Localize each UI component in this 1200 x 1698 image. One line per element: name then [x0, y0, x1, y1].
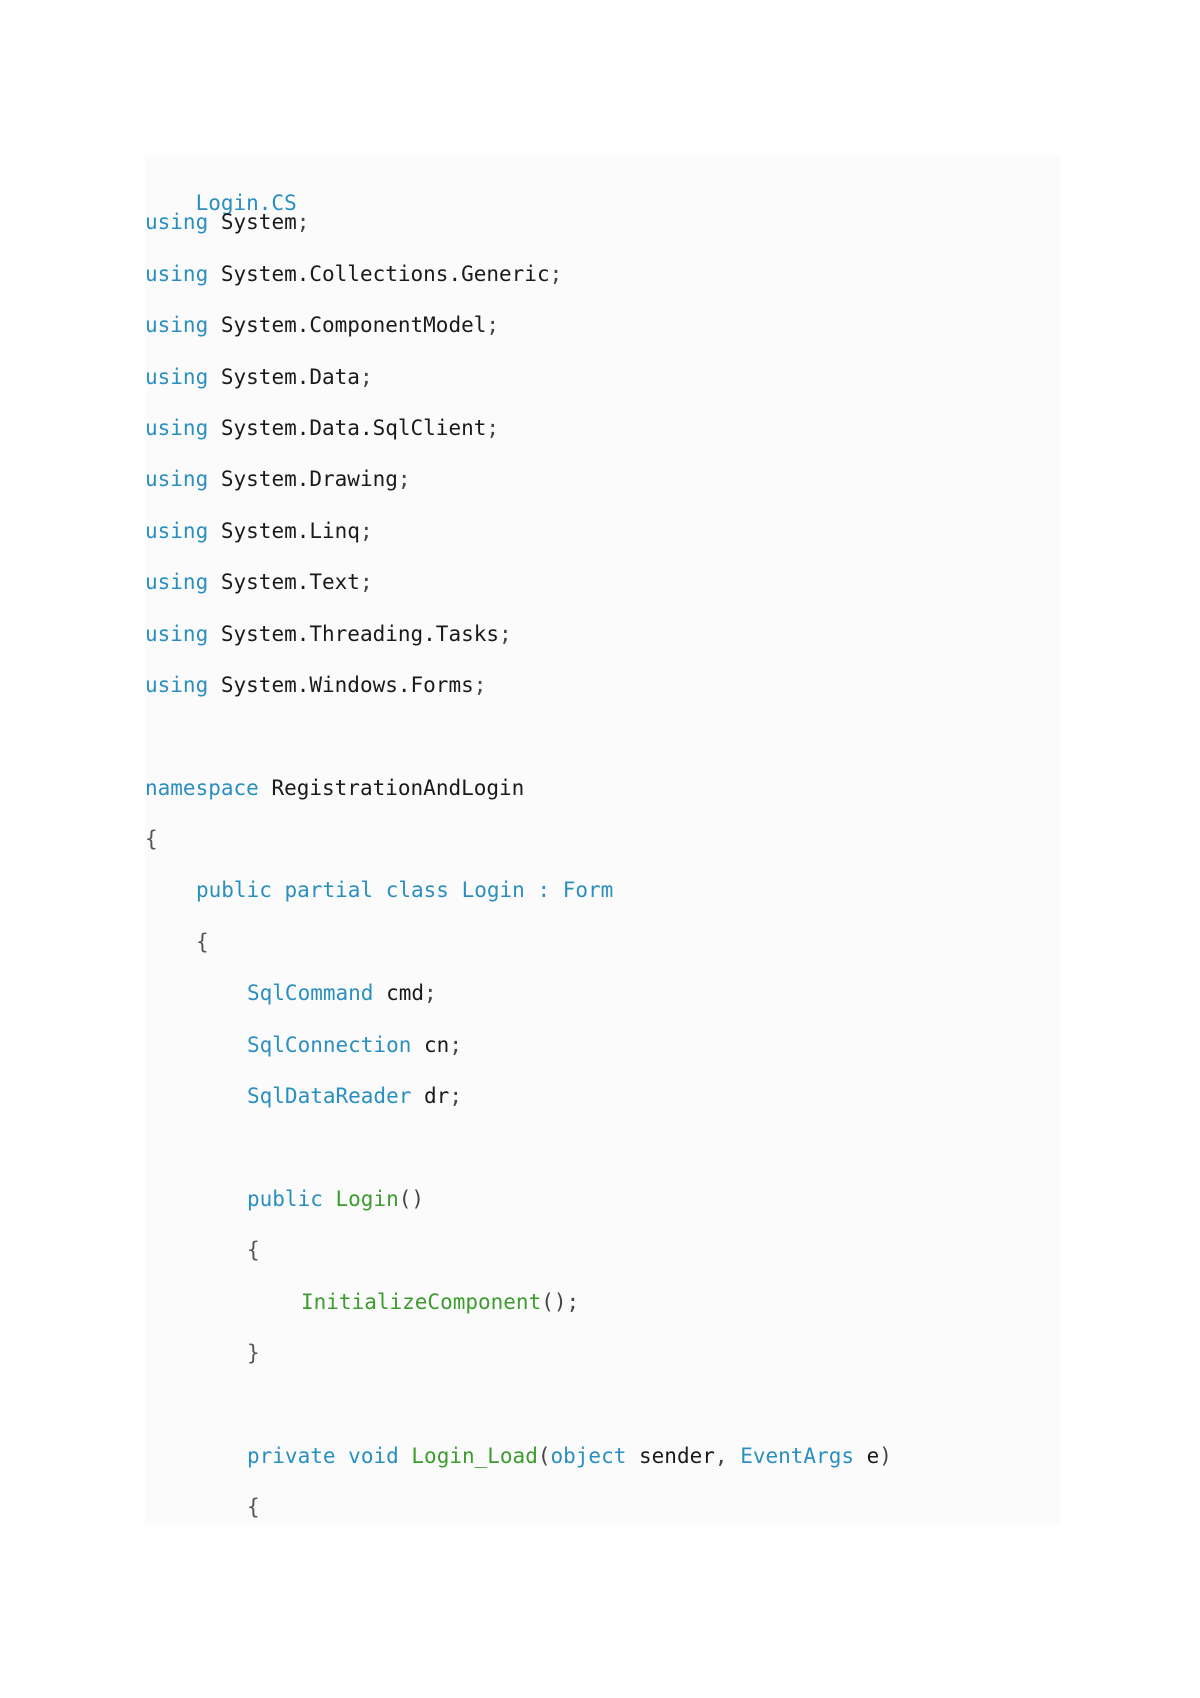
constructor-name: Login: [335, 1186, 399, 1211]
void-keyword: void: [348, 1443, 399, 1468]
param-name: e: [866, 1443, 880, 1468]
parentheses: (): [398, 1186, 425, 1211]
using-namespace: System.Data.SqlClient: [220, 415, 487, 440]
namespace-line: [145, 772, 1060, 823]
using-line: [145, 258, 1060, 309]
class-name: Login: [461, 878, 525, 903]
using-line: [145, 309, 1060, 360]
constructor-body-line: [145, 1286, 1060, 1337]
using-namespace: System.Data: [220, 364, 360, 389]
using-line: [145, 206, 1060, 257]
blank-line: [145, 1131, 1060, 1182]
using-keyword: using: [145, 261, 209, 286]
public-keyword: public: [247, 1186, 323, 1211]
file-label-line: [145, 155, 1060, 215]
close-paren: ): [879, 1443, 892, 1468]
constructor-open-brace: {: [247, 1238, 260, 1263]
class-declaration-line: [145, 874, 1060, 925]
namespace-keyword: namespace: [145, 775, 259, 800]
open-paren: (: [537, 1443, 551, 1468]
using-keyword: using: [145, 467, 209, 492]
using-line: [145, 618, 1060, 669]
namespace-name: RegistrationAndLogin: [271, 775, 525, 800]
code-listing: [145, 155, 1060, 1543]
semicolon: ;: [424, 981, 437, 1006]
using-namespace: System.Text: [220, 570, 360, 595]
using-namespace: System.Collections.Generic: [220, 261, 550, 286]
using-namespace: System.Drawing: [220, 467, 398, 492]
using-line: [145, 515, 1060, 566]
field-name: cn: [424, 1032, 450, 1057]
field-line: [145, 1029, 1060, 1080]
using-line: [145, 412, 1060, 463]
initialize-component-call: InitializeComponent: [301, 1289, 542, 1314]
using-line: [145, 566, 1060, 617]
semicolon: ;: [486, 313, 500, 338]
semicolon: ;: [449, 1084, 462, 1109]
partial-keyword: partial: [284, 878, 374, 903]
private-keyword: private: [247, 1443, 336, 1468]
field-line: [145, 1080, 1060, 1131]
class-keyword: class: [385, 878, 449, 903]
comma: ,: [714, 1443, 728, 1468]
using-line: [145, 361, 1060, 412]
namespace-open-brace: {: [145, 827, 158, 852]
semicolon: ;: [359, 364, 373, 389]
blank-line: [145, 1388, 1060, 1439]
using-line: [145, 463, 1060, 514]
using-keyword: using: [145, 621, 209, 646]
method-open-brace: {: [247, 1495, 260, 1520]
method-name: Login_Load: [411, 1443, 538, 1468]
semicolon: ;: [473, 672, 487, 697]
semicolon: ;: [549, 261, 563, 286]
constructor-close-brace: }: [247, 1340, 260, 1365]
param-type: EventArgs: [740, 1443, 854, 1468]
semicolon: ;: [296, 210, 310, 235]
field-type: SqlConnection: [247, 1032, 412, 1057]
semicolon: ;: [499, 621, 512, 646]
using-keyword: using: [145, 313, 209, 338]
public-keyword: public: [196, 878, 272, 903]
using-namespace: System.Threading.Tasks: [220, 621, 500, 646]
field-name: dr: [424, 1084, 450, 1109]
call-punctuation: ();: [541, 1289, 580, 1314]
using-namespace: System: [220, 210, 297, 235]
semicolon: ;: [359, 518, 373, 543]
constructor-signature-line: [145, 1183, 1060, 1234]
using-keyword: using: [145, 672, 209, 697]
using-keyword: using: [145, 364, 209, 389]
inheritance-colon: :: [537, 878, 551, 903]
using-keyword: using: [145, 570, 209, 595]
semicolon: ;: [397, 467, 411, 492]
using-namespace: System.Windows.Forms: [220, 672, 474, 697]
using-namespace: System.Linq: [220, 518, 360, 543]
field-name: cmd: [386, 981, 425, 1006]
field-type: SqlDataReader: [247, 1084, 412, 1109]
using-keyword: using: [145, 210, 209, 235]
object-keyword: object: [550, 1443, 627, 1468]
file-label: Login.CS: [195, 191, 297, 215]
field-type: SqlCommand: [247, 981, 374, 1006]
using-line: [145, 669, 1060, 720]
class-open-brace: {: [196, 929, 209, 954]
base-class-name: Form: [562, 878, 614, 903]
blank-line: [145, 720, 1060, 771]
field-line: [145, 977, 1060, 1028]
param-name: sender: [639, 1443, 715, 1468]
method-signature-line: [145, 1440, 1060, 1491]
using-namespace: System.ComponentModel: [220, 313, 487, 338]
semicolon: ;: [449, 1032, 462, 1057]
using-keyword: using: [145, 415, 209, 440]
semicolon: ;: [486, 415, 500, 440]
semicolon: ;: [359, 570, 373, 595]
using-keyword: using: [145, 518, 209, 543]
